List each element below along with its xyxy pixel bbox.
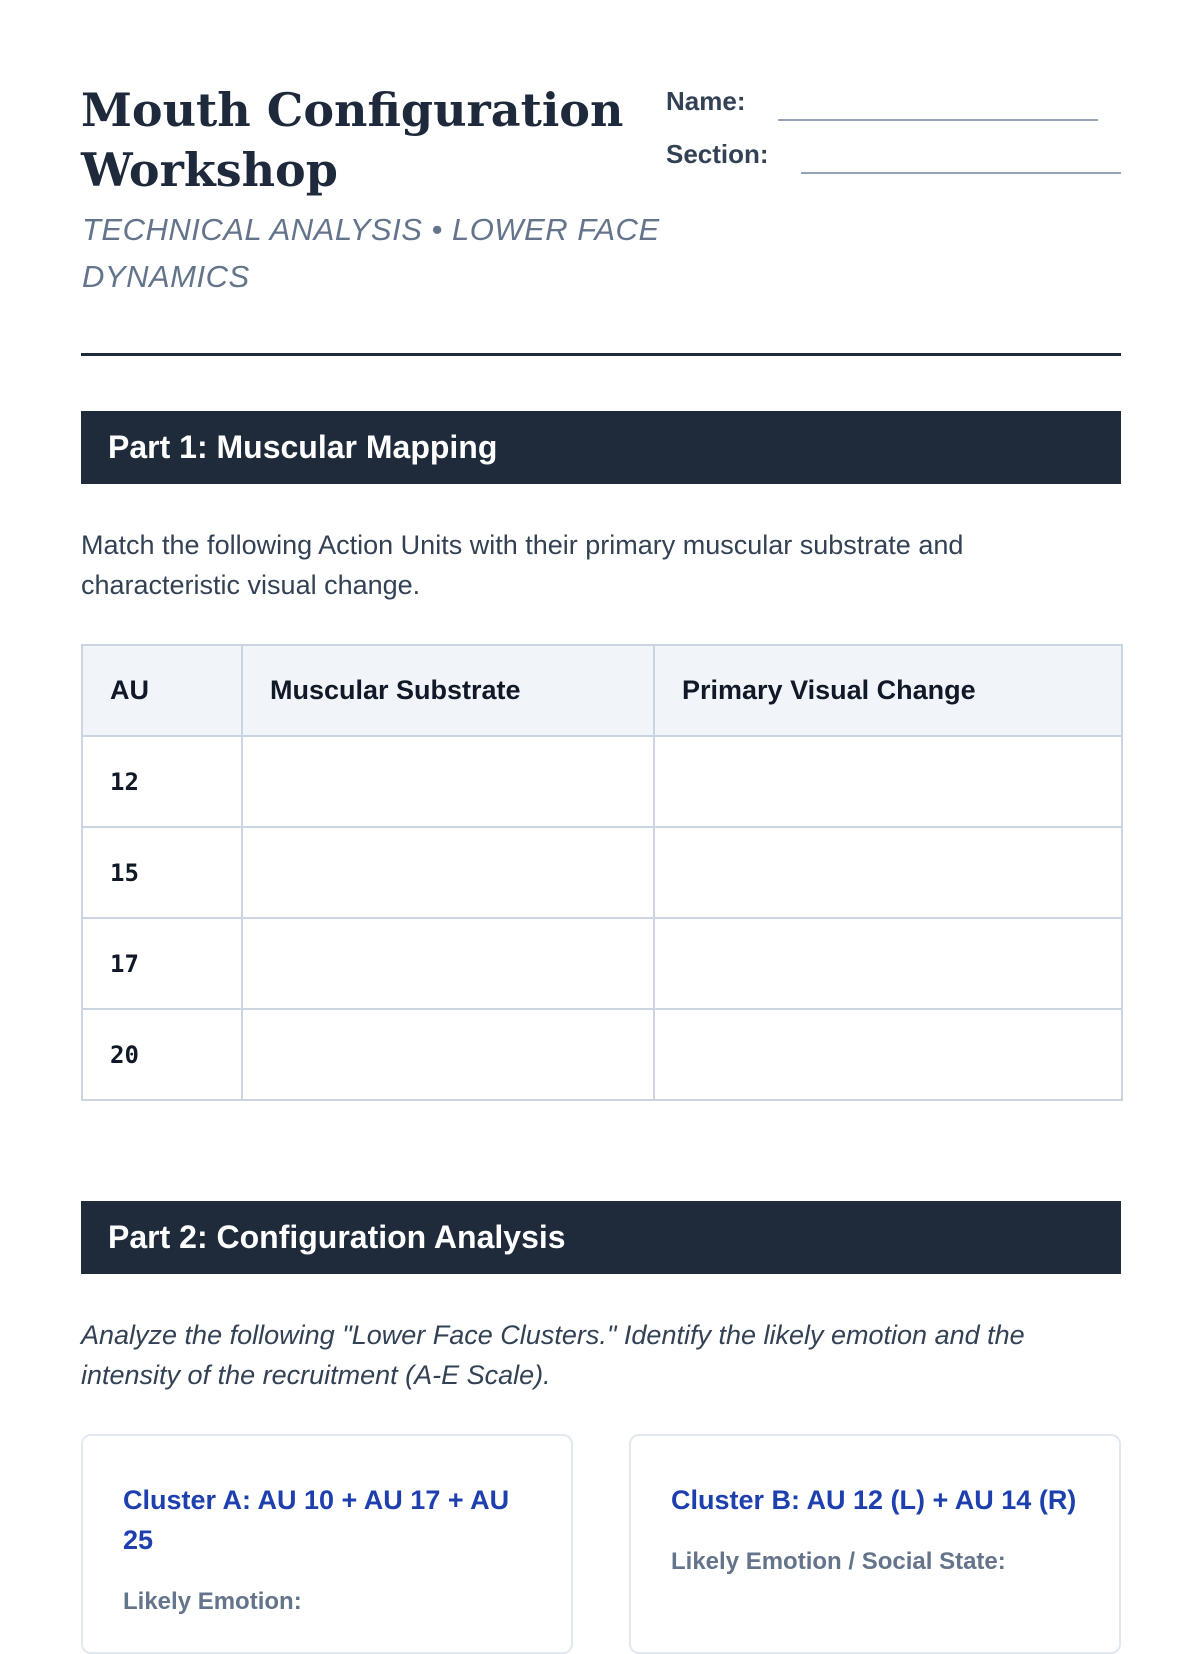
- column-header-substrate: Muscular Substrate: [242, 645, 654, 736]
- table-header-row: [82, 645, 1122, 736]
- page-subtitle: TECHNICAL ANALYSIS • LOWER FACE DYNAMICS: [82, 212, 660, 294]
- part2-heading: Part 2: Configuration Analysis: [81, 1201, 1121, 1274]
- page-title: Mouth Configuration Workshop: [81, 83, 624, 197]
- cluster-a-title: Cluster A: AU 10 + AU 17 + AU 25: [123, 1485, 510, 1555]
- table-row: [82, 918, 1122, 1009]
- cluster-a-emotion-prompt: Likely Emotion:: [123, 1588, 302, 1615]
- visual-change-answer-cell[interactable]: [654, 827, 1122, 918]
- au-code-cell: 17: [82, 918, 242, 1009]
- au-code-cell: 20: [82, 1009, 242, 1100]
- column-header-au: AU: [82, 645, 242, 736]
- column-header-visual-change: Primary Visual Change: [654, 645, 1122, 736]
- cluster-card-a: [81, 1434, 573, 1654]
- header-divider: [81, 353, 1121, 356]
- table-row: [82, 1009, 1122, 1100]
- name-label: Name:: [666, 86, 746, 116]
- au-code-cell: 12: [82, 736, 242, 827]
- visual-change-answer-cell[interactable]: [654, 736, 1122, 827]
- visual-change-answer-cell[interactable]: [654, 1009, 1122, 1100]
- substrate-answer-cell[interactable]: [242, 827, 654, 918]
- table-row: [82, 736, 1122, 827]
- section-label: Section:: [666, 139, 769, 169]
- part1-heading: Part 1: Muscular Mapping: [81, 411, 1121, 484]
- part2-instructions: Analyze the following "Lower Face Clusters." Identify the likely emotion and the intensity of the recruitment (A-E Scale).: [81, 1320, 1025, 1390]
- cluster-b-title: Cluster B: AU 12 (L) + AU 14 (R): [671, 1485, 1077, 1515]
- cluster-card-b: [629, 1434, 1121, 1654]
- table-row: [82, 827, 1122, 918]
- au-table: [81, 644, 1123, 1101]
- section-field[interactable]: [801, 172, 1121, 174]
- substrate-answer-cell[interactable]: [242, 918, 654, 1009]
- au-code-cell: 15: [82, 827, 242, 918]
- cluster-b-emotion-prompt: Likely Emotion / Social State:: [671, 1548, 1006, 1575]
- name-field[interactable]: [778, 119, 1098, 121]
- substrate-answer-cell[interactable]: [242, 736, 654, 827]
- visual-change-answer-cell[interactable]: [654, 918, 1122, 1009]
- part1-instructions: Match the following Action Units with their primary muscular substrate and characteristic visual change.: [81, 530, 964, 600]
- substrate-answer-cell[interactable]: [242, 1009, 654, 1100]
